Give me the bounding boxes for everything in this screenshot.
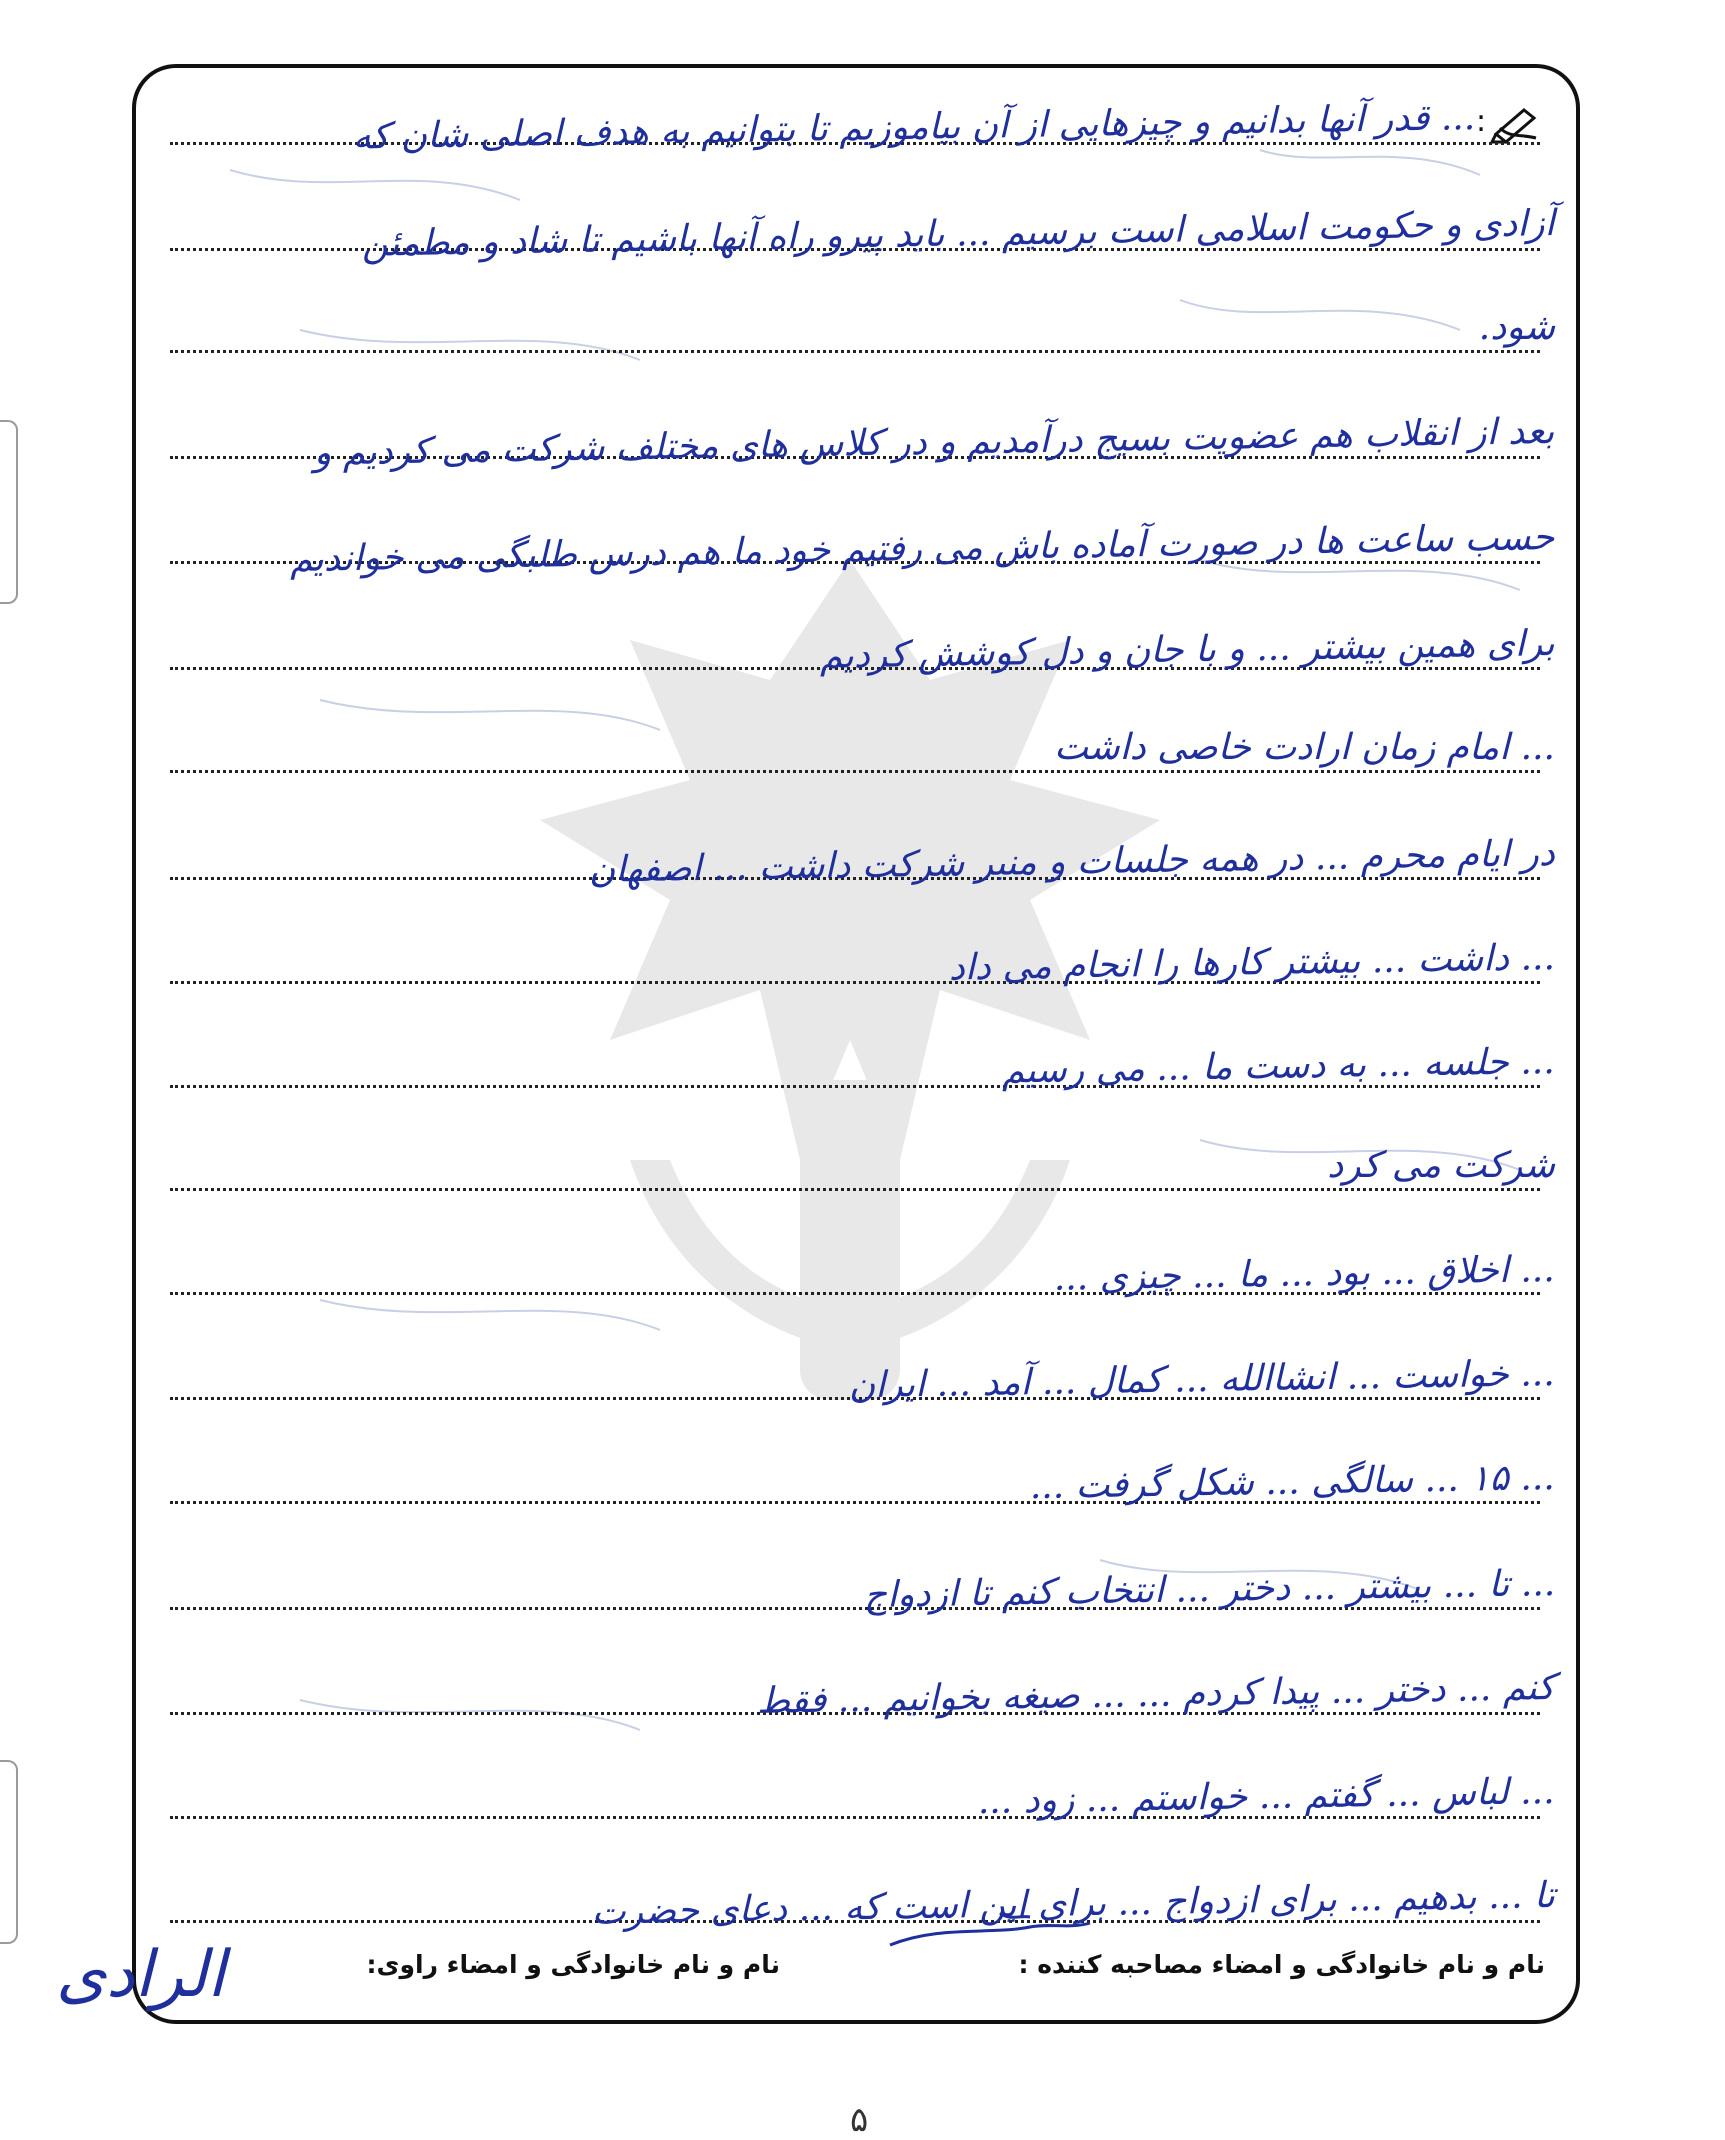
page-number: ۵ [850, 2100, 869, 2140]
handwritten-line: ... داشت ... بیشتر کارها را انجام می داد [948, 937, 1556, 989]
handwritten-line: ... جلسه ... به دست ما ... می رسیم [1001, 1041, 1556, 1092]
handwritten-line: در ایام محرم ... در همه جلسات و منبر شرکت داشت ... اصفهان [588, 833, 1556, 891]
binder-ring [0, 420, 18, 604]
interviewer-signature [880, 1905, 1100, 1965]
writing-line [170, 1816, 1540, 1819]
handwritten-line: ... قدر آنها بدانیم و چیزهایی از آن بیاموزیم تا بتوانیم به هدف اصلی شان که [352, 97, 1476, 158]
writing-line [170, 770, 1540, 773]
handwritten-line: ... تا ... بیشتر ... دختر ... انتخاب کنم تا ازدواج [862, 1563, 1556, 1617]
handwritten-line: حسب ساعت ها در صورت آماده باش می رفتیم خود ما هم درس طلبگی می خواندیم [289, 517, 1556, 581]
handwritten-line: کنم ... دختر ... پیدا کردم ... ... صیغه بخوانیم ... فقط [756, 1667, 1556, 1722]
writing-line [170, 1188, 1540, 1191]
interviewer-signature-label: نام و نام خانوادگی و امضاء مصاحبه کننده : [1018, 1950, 1545, 1979]
handwritten-line: ... اخلاق ... بود ... ما ... چیزی ... [1053, 1249, 1556, 1299]
narrator-signature: الرادی [56, 1938, 225, 2012]
handwritten-line: ... امام زمان ارادت خاصی داشت [1054, 727, 1555, 768]
narrator-signature-label: نام و نام خانوادگی و امضاء راوی: [366, 1950, 780, 1979]
handwritten-line: ... لباس ... گفتم ... خواستم ... زود ... [977, 1771, 1556, 1823]
handwritten-line: ... خواست ... انشاالله ... کمال ... آمد ... ایران [848, 1353, 1556, 1407]
binder-ring [0, 1760, 18, 1944]
handwritten-line: ... ۱۵ ... سالگی ... شکل گرفت ... [1029, 1457, 1556, 1508]
handwritten-line: تا ... بدهیم ... برای ازدواج ... برای این است که ... دعای حضرت [591, 1875, 1556, 1933]
writing-line [170, 350, 1540, 353]
heading-colon: : [1476, 104, 1487, 139]
handwritten-line: بعد از انقلاب هم عضویت بسیج درآمدیم و در کلاس های مختلف شرکت می کردیم و [313, 411, 1556, 474]
handwritten-line: شود. [1478, 307, 1555, 348]
handwritten-line: آزادی و حکومت اسلامی است برسیم ... باید پیرو راه آنها باشیم تا شاد و مطمئن [361, 203, 1556, 265]
handwritten-line: شرکت می کرد [1327, 1145, 1555, 1186]
handwritten-line: برای همین بیشتر ... و با جان و دل کوشش کردیم [819, 623, 1556, 677]
